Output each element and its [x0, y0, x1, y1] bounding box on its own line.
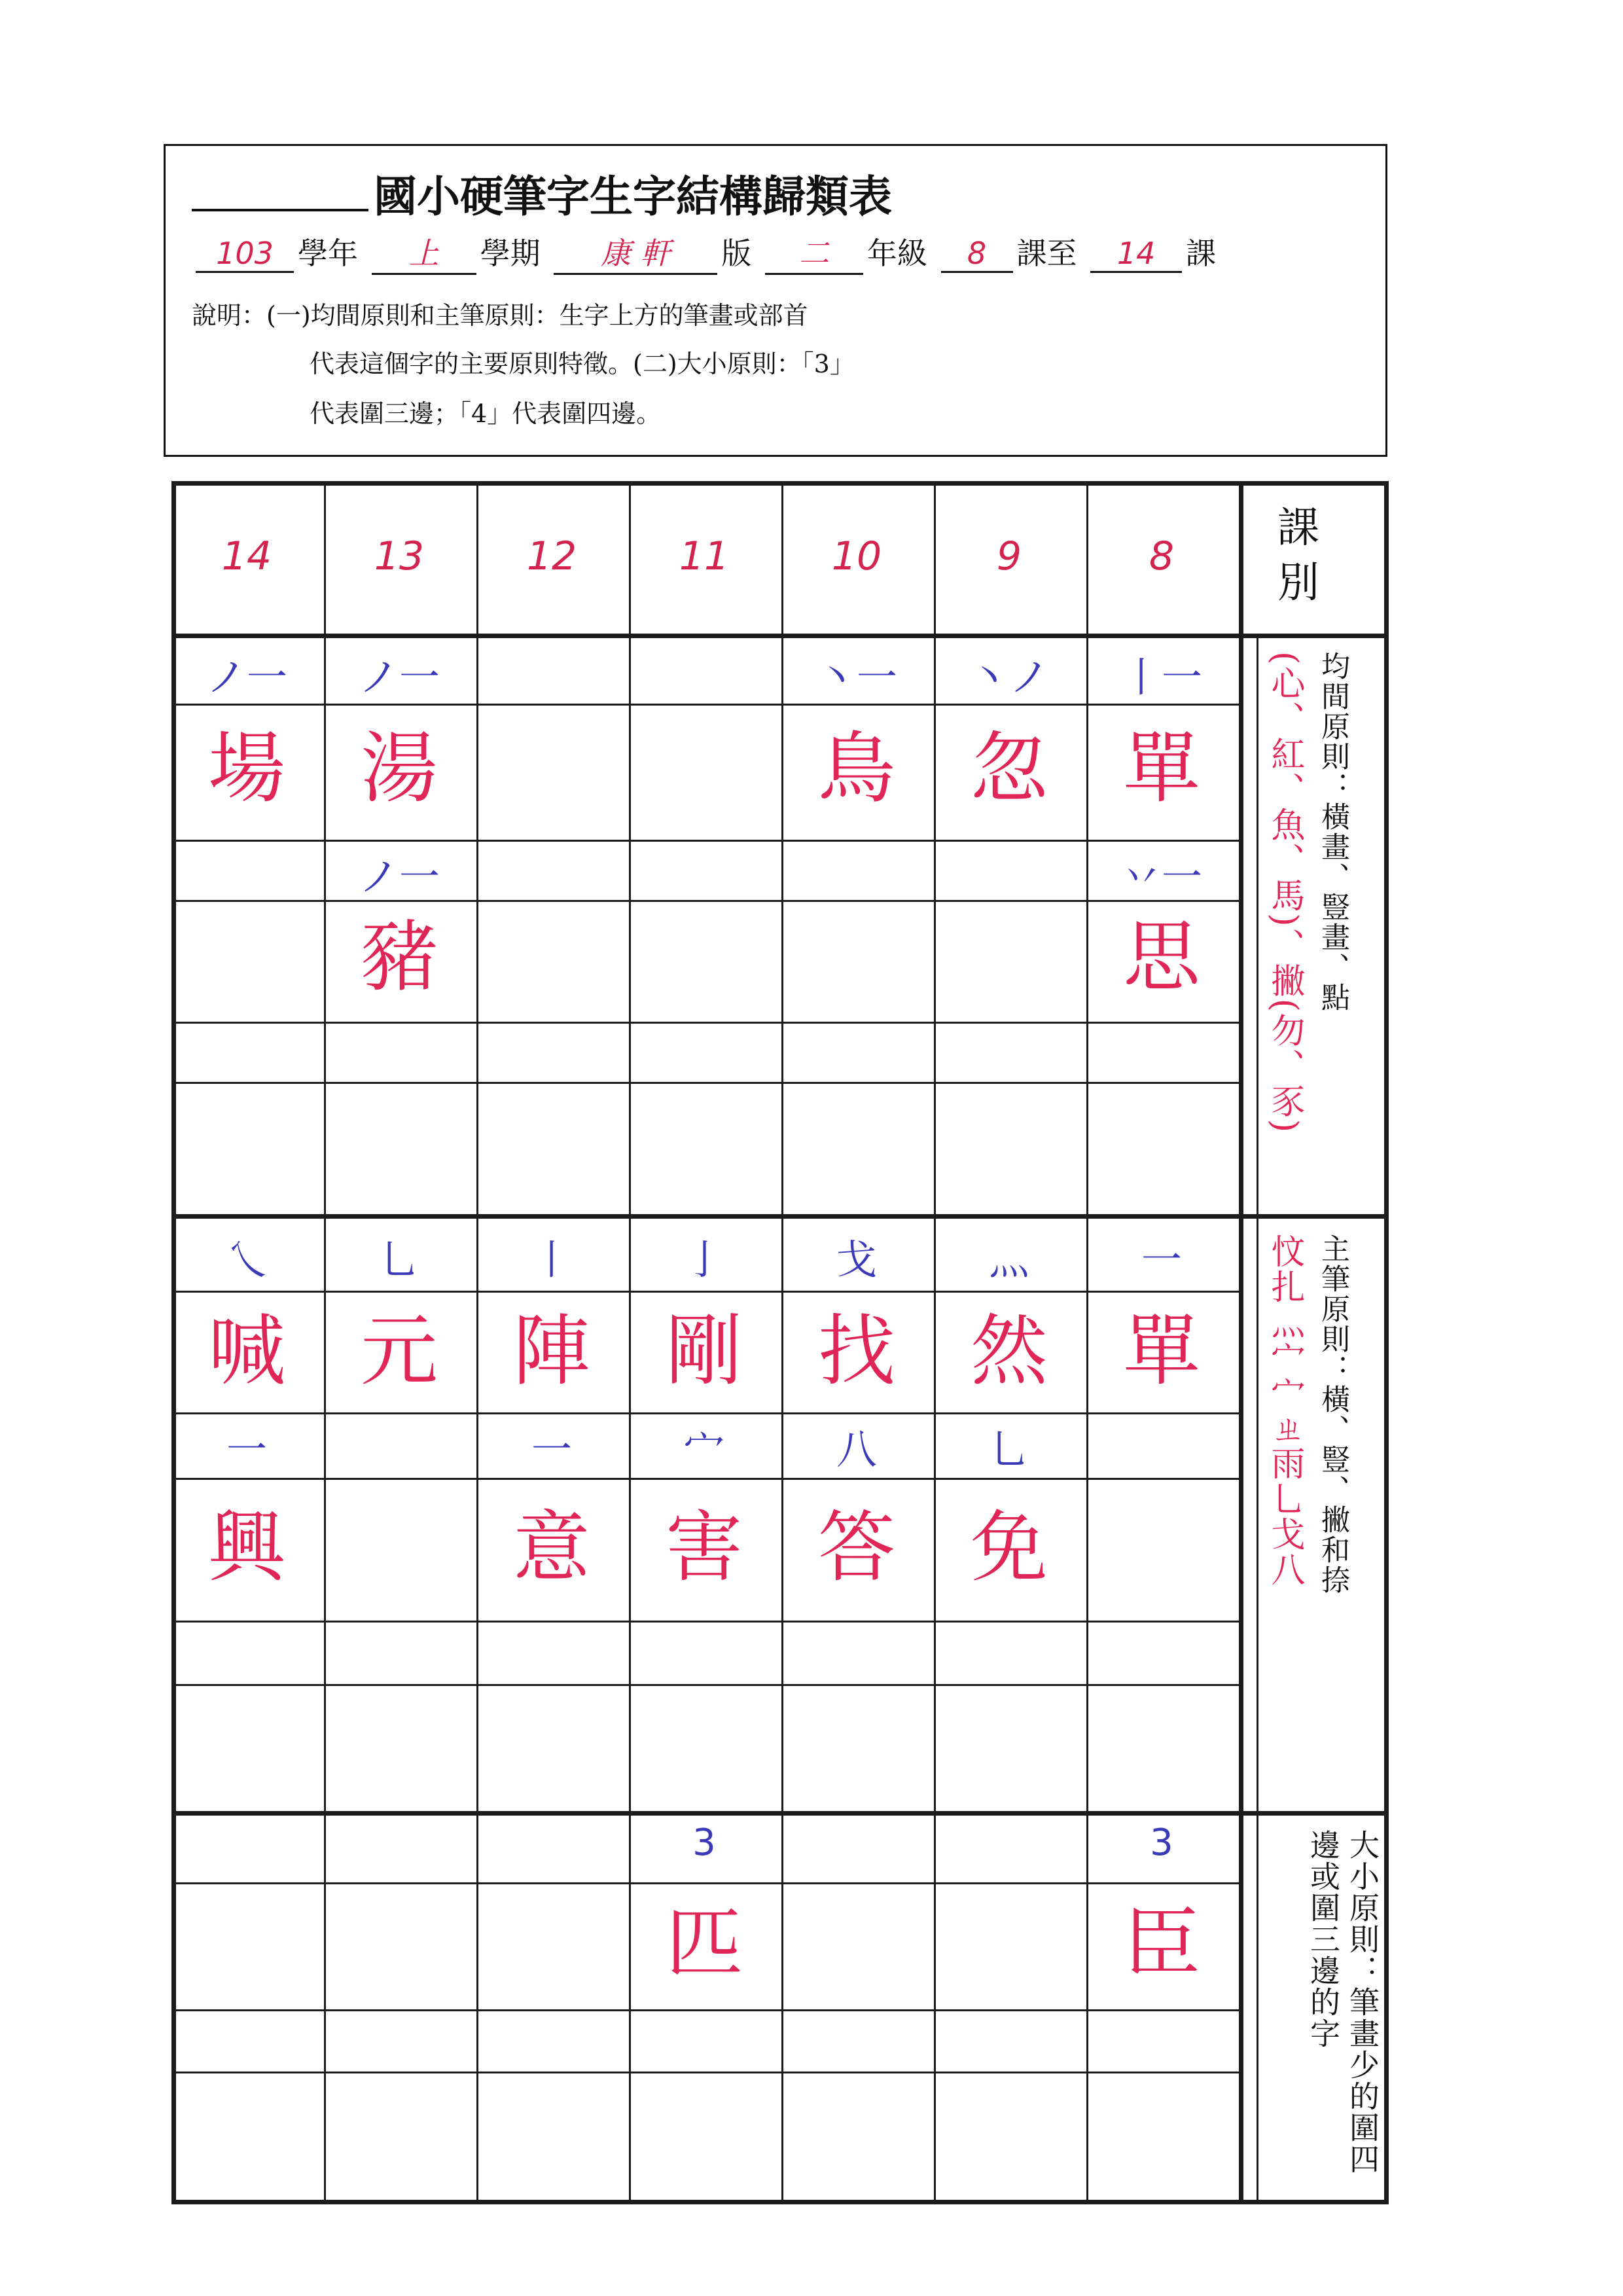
- lesson-number: 14: [221, 533, 272, 579]
- stroke-hint: 丨一: [1120, 653, 1202, 701]
- structure-table: [171, 481, 1389, 2204]
- example-char: 湯: [360, 723, 438, 814]
- section-divider: [171, 1811, 1389, 1816]
- stroke-hint: 灬: [988, 1236, 1029, 1283]
- lesson-number: 8: [1149, 533, 1175, 579]
- enclosure-number: 3: [692, 1821, 716, 1864]
- description-line-3: 代表圍三邊；「4」代表圍四邊。: [310, 399, 662, 428]
- example-char: 意: [512, 1502, 590, 1592]
- row-divider: [171, 1621, 1241, 1623]
- stroke-hint: 亅: [683, 1236, 724, 1283]
- row-divider: [171, 2009, 1241, 2011]
- example-char: 思: [1122, 912, 1200, 1002]
- lesson-label: 課別: [1277, 504, 1319, 607]
- example-char: 興: [207, 1502, 285, 1592]
- example-char: 答: [817, 1502, 895, 1592]
- lesson-to-field[interactable]: 14: [1090, 236, 1182, 273]
- example-char: 忽: [970, 723, 1048, 814]
- semester-field[interactable]: 上: [372, 230, 476, 275]
- stroke-hint: 八: [836, 1426, 877, 1473]
- publisher-field[interactable]: 康 軒: [554, 230, 717, 275]
- lesson-number: 12: [526, 533, 577, 579]
- row-divider: [171, 1684, 1241, 1686]
- year-label: 學年: [298, 236, 358, 271]
- stroke-hint: ノ一: [358, 653, 440, 701]
- stroke-hint: ノ一: [205, 653, 287, 701]
- stroke-hint: 丨: [531, 1236, 572, 1283]
- stroke-hint: 乚: [378, 1236, 419, 1283]
- example-char: 場: [207, 723, 285, 814]
- header-box: [164, 144, 1387, 457]
- example-char: 鳥: [817, 723, 895, 814]
- rule-even-spacing-examples: (心、紅、魚、馬)、撇(勿、豕): [1265, 651, 1304, 1134]
- school-name-blank[interactable]: [192, 175, 368, 211]
- example-char: 臣: [1122, 1898, 1200, 1988]
- example-char: 元: [360, 1306, 438, 1396]
- stroke-hint: 丶一: [815, 653, 897, 701]
- section-divider: [171, 1214, 1389, 1219]
- stroke-hint: ノ一: [358, 853, 440, 901]
- example-char: 找: [817, 1306, 895, 1396]
- lesson-from-label: 課至: [1016, 236, 1077, 271]
- example-char: 剛: [665, 1306, 743, 1396]
- year-field[interactable]: 103: [196, 236, 294, 273]
- example-char: 害: [665, 1502, 743, 1592]
- rule-size: 大小原則：筆畫少的圍四邊或圍三邊的字: [1306, 1829, 1380, 2175]
- stroke-hint: 宀: [683, 1426, 724, 1473]
- example-char: 單: [1122, 1306, 1200, 1396]
- grade-field[interactable]: 二: [765, 230, 863, 275]
- row-divider: [171, 1022, 1241, 1024]
- semester-label: 學期: [480, 236, 541, 271]
- example-char: 陣: [512, 1306, 590, 1396]
- example-char: 豬: [360, 912, 438, 1002]
- stroke-hint: 一: [531, 1426, 572, 1473]
- info-line: [192, 230, 1216, 275]
- lesson-number: 11: [679, 533, 730, 579]
- row-divider: [171, 2072, 1241, 2073]
- row-divider: [171, 840, 1241, 842]
- enclosure-number: 3: [1150, 1821, 1173, 1864]
- row-divider: [171, 1412, 1241, 1414]
- lesson-from-field[interactable]: 8: [941, 236, 1013, 273]
- label-column-divider: [1239, 481, 1243, 2204]
- example-char: 匹: [665, 1898, 743, 1988]
- row-divider: [171, 1291, 1241, 1293]
- lesson-number: 9: [996, 533, 1022, 579]
- rule-main-stroke-examples: 忟扎灬宀宀ㄓ雨乚戈八: [1265, 1234, 1304, 1587]
- stroke-hint: 丷一: [1120, 853, 1202, 901]
- title-line: [192, 162, 892, 224]
- lesson-number: 13: [374, 533, 425, 579]
- publisher-label: 版: [721, 236, 752, 271]
- description-line-2: 代表這個字的主要原則特徵。(二)大小原則：「3」: [310, 350, 855, 378]
- lesson-number: 10: [831, 533, 882, 579]
- example-char: 免: [970, 1502, 1048, 1592]
- stroke-hint: 一: [1141, 1236, 1182, 1283]
- rule-main-stroke: 主筆原則：橫、豎、撇和捺: [1316, 1234, 1349, 1595]
- stroke-hint: 丶ノ: [968, 653, 1050, 701]
- stroke-hint: 戈: [836, 1236, 877, 1283]
- header-row-divider: [171, 634, 1389, 638]
- row-divider: [171, 704, 1241, 706]
- page-title: 國小硬筆字生字結構歸類表: [374, 171, 892, 222]
- example-char: 然: [970, 1306, 1048, 1396]
- stroke-hint: 乀: [226, 1236, 267, 1283]
- row-divider: [171, 1882, 1241, 1884]
- row-divider: [171, 1478, 1241, 1480]
- description-line-1: 說明：(一)均間原則和主筆原則：生字上方的筆畫或部首: [192, 301, 808, 330]
- row-divider: [171, 1082, 1241, 1084]
- grade-label: 年級: [866, 236, 927, 271]
- stroke-hint: 乚: [988, 1426, 1029, 1473]
- example-char: 單: [1122, 723, 1200, 814]
- stroke-hint: 一: [226, 1426, 267, 1473]
- rule-even-spacing: 均間原則：橫畫、豎畫、點: [1316, 651, 1349, 1013]
- label-inner-divider: [1257, 636, 1258, 2204]
- lesson-to-label: 課: [1186, 236, 1217, 271]
- example-char: 喊: [207, 1306, 285, 1396]
